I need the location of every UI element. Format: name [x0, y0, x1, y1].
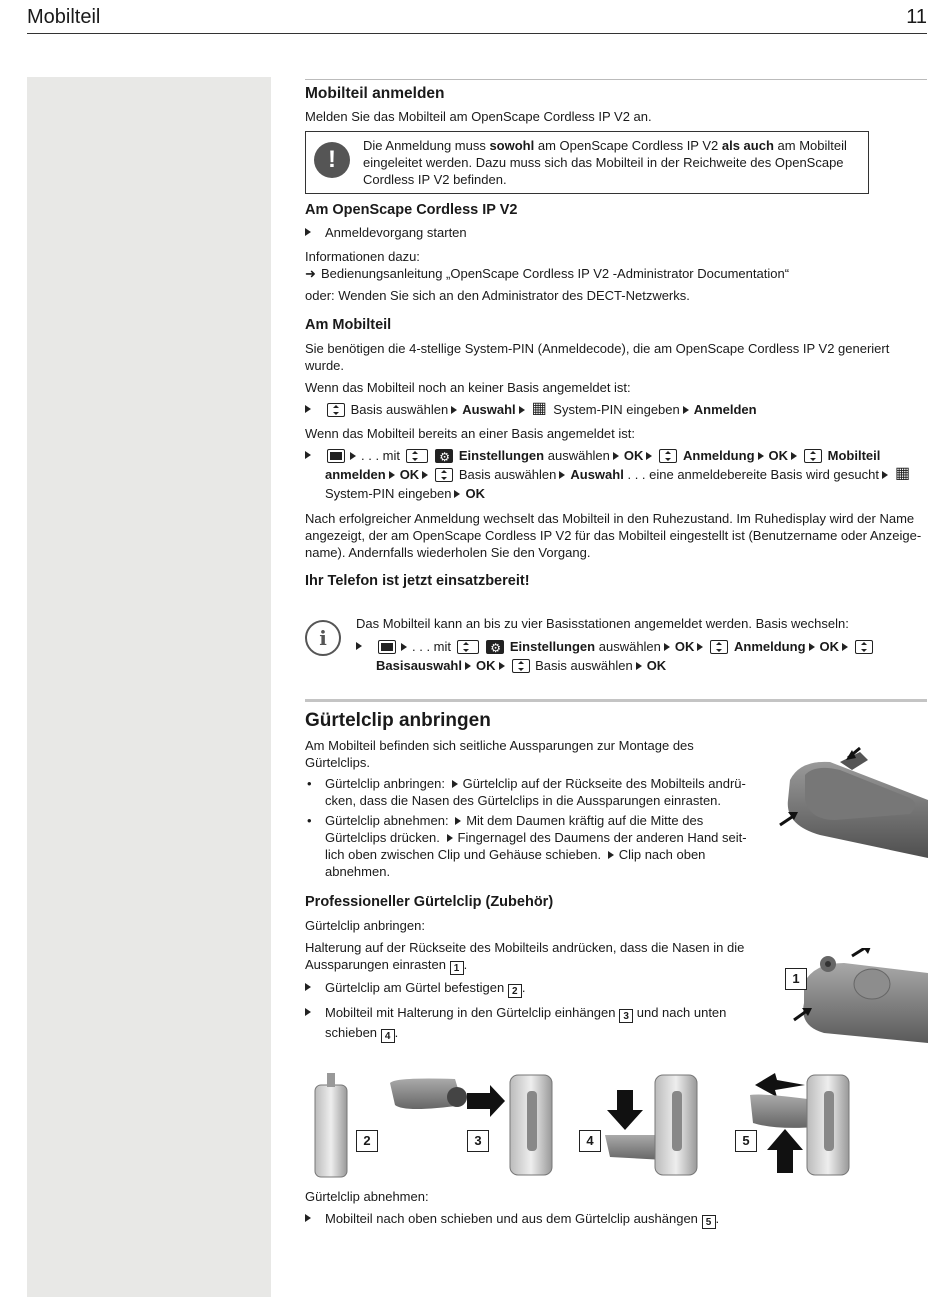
- callout-1-large: 1: [785, 968, 807, 990]
- step-arrow-icon: [447, 834, 453, 842]
- step-arrow-icon: [305, 1214, 311, 1222]
- case1-steps: Basis auswählen Auswahl▦ System-PIN eingeben Anmelden: [305, 400, 915, 419]
- step-arrow-icon: [401, 643, 407, 651]
- section-title-clip: Gürtelclip anbringen: [305, 710, 491, 731]
- ready-heading: Ihr Telefon ist jetzt einsatzbereit!: [305, 573, 530, 589]
- case1-label: Wenn das Mobilteil noch an keiner Basis angemeldet ist:: [305, 380, 631, 395]
- step-arrow-icon: [305, 228, 311, 236]
- step-arrow-icon: [499, 662, 505, 670]
- callout-3: 3: [619, 1009, 633, 1023]
- step-arrow-icon: [455, 817, 461, 825]
- callout-3-large: 3: [467, 1130, 489, 1152]
- settings-icon: [435, 449, 453, 463]
- reference-arrow-icon: ➜: [305, 266, 316, 281]
- callout-2: 2: [508, 984, 522, 998]
- step-arrow-icon: [350, 452, 356, 460]
- clip-bullets: [305, 775, 760, 880]
- heading-handset: Am Mobilteil: [305, 317, 392, 333]
- pro-remove-label: Gürtelclip abnehmen:: [305, 1189, 429, 1204]
- pro-holder-illustration: [784, 948, 928, 1048]
- base-step: Anmeldevorgang starten: [305, 223, 467, 242]
- step-arrow-icon: [683, 406, 689, 414]
- step-arrow-icon: [356, 642, 362, 650]
- nav-key-icon: [457, 640, 479, 654]
- case2-steps: . . . mit ⚙ Einstellungen auswählen OK Anmeldung OK Mobilteil anmelden OK Basis auswählen Auswahl . . . eine anmeldebereite Basis wird gesucht▦ System-PIN eingeben OK: [305, 446, 915, 503]
- step-arrow-icon: [519, 406, 525, 414]
- margin-column: [27, 77, 271, 1297]
- section-rule: [305, 79, 927, 80]
- anmelden-intro: Melden Sie das Mobilteil am OpenScape Cordless IP V2 an.: [305, 109, 652, 124]
- pro-attach-label: Gürtelclip anbringen:: [305, 918, 425, 933]
- step-arrow-icon: [559, 471, 565, 479]
- step-arrow-icon: [305, 451, 311, 459]
- info-icon: i: [305, 620, 341, 656]
- step-arrow-icon: [791, 452, 797, 460]
- result-text: Nach erfolgreicher Anmeldung wechselt das Mobilteil in den Ruhezustand. Im Ruhedisplay wird der Name angezeigt, der am OpenScape Cordless IP V2 für das Mobilteil eingestellt ist (Benutzername oder Anzeige-name). Andernfalls wiederholen Sie den Vorgang.: [305, 511, 922, 560]
- callout-5: 5: [702, 1215, 716, 1229]
- info-label: Informationen dazu:: [305, 249, 420, 264]
- pro-steps: Gürtelclip am Gürtel befestigen 2 . Mobilteil mit Halterung in den Gürtelclip einhängen 3 und nach unten schieben 4 .: [305, 978, 760, 1043]
- note-text: Das Mobilteil kann an bis zu vier Basisstationen angemeldet werden. Basis wechseln:: [356, 616, 849, 631]
- step-arrow-icon: [758, 452, 764, 460]
- menu-key-icon: [378, 640, 396, 654]
- warning-text: Die Anmeldung muss sowohl am OpenScape Cordless IP V2 als auch am Mobilteil eingeleitet werden. Dazu muss sich das Mobilteil in der Reichweite des OpenScape Cordless IP V2 befinden.: [363, 138, 847, 187]
- handset-intro: Sie benötigen die 4-stellige System-PIN (Anmeldecode), die am OpenScape Cordless IP V2 generiert wurde.: [305, 341, 890, 373]
- running-header-title: Mobilteil: [27, 6, 101, 28]
- note-steps: . . . mit ⚙ Einstellungen auswählen OK Anmeldung OK Basisauswahl OK Basis auswählen OK: [356, 637, 876, 675]
- section-divider: [305, 699, 927, 702]
- warning-box: [305, 131, 869, 194]
- nav-key-icon: [406, 449, 428, 463]
- bullet-remove: • Gürtelclip abnehmen: Mit dem Daumen kräftig auf die Mitte des Gürtelclips drücken. Fingernagel des Daumens der anderen Hand seit-lich oben zwischen Clip und Gehäuse schieben. Clip nach oben abnehmen.: [307, 813, 747, 879]
- nav-key-icon: [855, 640, 873, 654]
- nav-key-icon: [512, 659, 530, 673]
- heading-pro-clip: Professioneller Gürtelclip (Zubehör): [305, 894, 554, 910]
- callout-5-large: 5: [735, 1130, 757, 1152]
- step-arrow-icon: [608, 851, 614, 859]
- step-arrow-icon: [305, 983, 311, 991]
- section-title-anmelden: Mobilteil anmelden: [305, 85, 445, 102]
- step-arrow-icon: [664, 643, 670, 651]
- nav-key-icon: [435, 468, 453, 482]
- keypad-icon: [895, 468, 911, 482]
- step-arrow-icon: [613, 452, 619, 460]
- callout-4: 4: [381, 1029, 395, 1043]
- callout-4-large: 4: [579, 1130, 601, 1152]
- nav-key-icon: [659, 449, 677, 463]
- info-or: oder: Wenden Sie sich an den Administrator des DECT-Netzwerks.: [305, 288, 690, 303]
- step-arrow-icon: [882, 471, 888, 479]
- keypad-icon: [532, 403, 548, 417]
- case2-label: Wenn das Mobilteil bereits an einer Basis angemeldet ist:: [305, 426, 635, 441]
- heading-base: Am OpenScape Cordless IP V2: [305, 202, 518, 218]
- callout-1: 1: [450, 961, 464, 975]
- step-arrow-icon: [809, 643, 815, 651]
- step-arrow-icon: [454, 490, 460, 498]
- step-arrow-icon: [452, 780, 458, 788]
- step-arrow-icon: [646, 452, 652, 460]
- step-arrow-icon: [451, 406, 457, 414]
- callout-2-large: 2: [356, 1130, 378, 1152]
- step-arrow-icon: [422, 471, 428, 479]
- step-arrow-icon: [842, 643, 848, 651]
- step-arrow-icon: [389, 471, 395, 479]
- header-rule: [27, 33, 927, 34]
- clip-steps-illustration: [305, 1065, 905, 1183]
- step-arrow-icon: [305, 405, 311, 413]
- settings-icon: [486, 640, 504, 654]
- step-arrow-icon: [697, 643, 703, 651]
- pro-remove-step: Mobilteil nach oben schieben und aus dem Gürtelclip aushängen 5 .: [305, 1209, 925, 1229]
- nav-key-icon: [710, 640, 728, 654]
- exclamation-icon: !: [314, 142, 350, 178]
- nav-key-icon: [327, 403, 345, 417]
- pro-attach-text: Halterung auf der Rückseite des Mobilteils andrücken, dass die Nasen in die Aussparungen einrasten 1 .: [305, 940, 745, 974]
- handset-clip-illustration: [760, 740, 928, 860]
- nav-key-icon: [804, 449, 822, 463]
- step-arrow-icon: [465, 662, 471, 670]
- clip-intro: Am Mobilteil befinden sich seitliche Aussparungen zur Montage des Gürtelclips.: [305, 738, 694, 770]
- bullet-attach: • Gürtelclip anbringen: Gürtelclip auf der Rückseite des Mobilteils andrü-cken, dass die Nasen des Gürtelclips in die Aussparungen einrasten.: [307, 776, 746, 808]
- info-reference: ➜ Bedienungsanleitung „OpenScape Cordless IP V2 -Administrator Documentation“: [305, 266, 790, 281]
- step-arrow-icon: [305, 1008, 311, 1016]
- menu-key-icon: [327, 449, 345, 463]
- step-arrow-icon: [636, 662, 642, 670]
- page-number: 11: [906, 6, 927, 28]
